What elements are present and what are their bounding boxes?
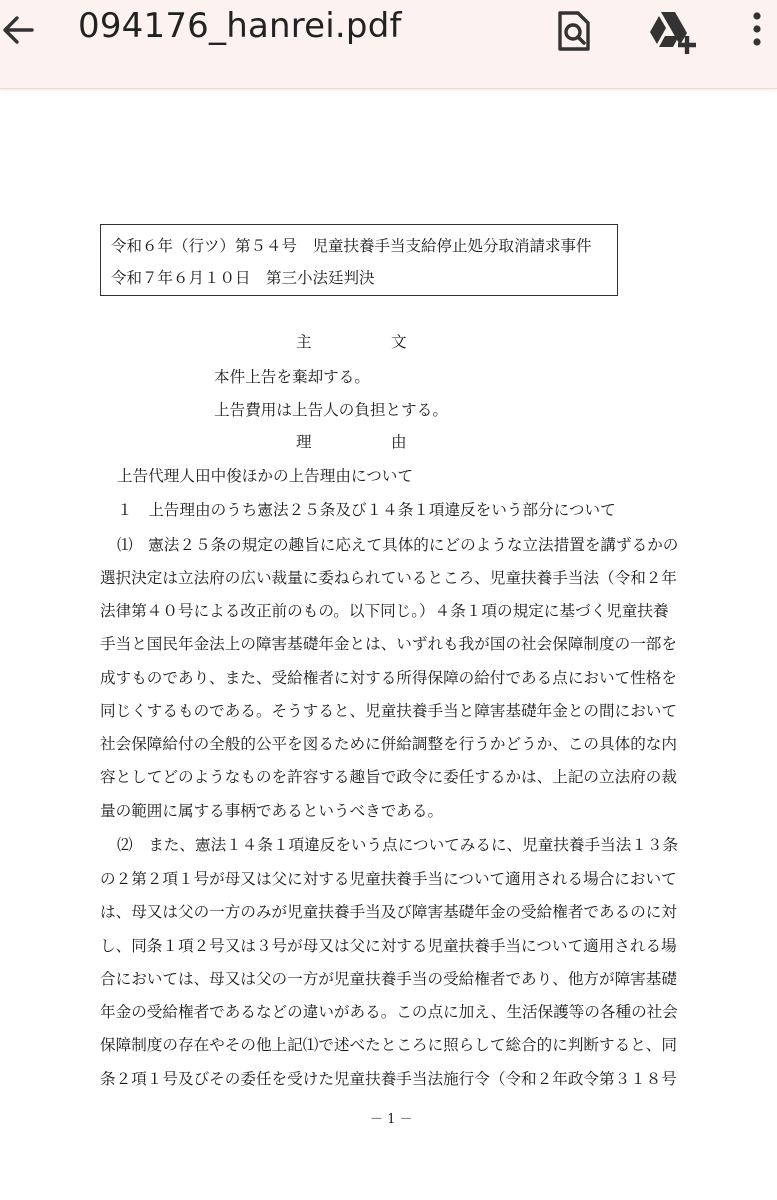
back-button[interactable]	[0, 10, 40, 50]
case-number-line: 令和６年（行ツ）第５４号 児童扶養手当支給停止処分取消請求事件	[111, 237, 592, 255]
heading-main-char-1: 主	[296, 333, 312, 351]
paragraph-line: 年金の受給権者であるなどの違いがある。この点に加え、生活保護等の各種の社会	[100, 1003, 678, 1021]
reason-intro: 上告代理人田中俊ほかの上告理由について	[117, 467, 413, 485]
paragraph-line: 条２項１号及びその委任を受けた児童扶養手当法施行令（令和２年政令第３１８号	[100, 1070, 677, 1088]
arrow-left-icon	[0, 10, 40, 50]
paragraph-line: し、同条１項２号又は３号が母又は父に対する児童扶養手当について適用される場	[100, 937, 677, 955]
paragraph-line: ⑵ また、憲法１４条１項違反をいう点についてみるに、児童扶養手当法１３条	[117, 836, 679, 854]
paragraph-line: 社会保障給付の全般的公平を図るために併給調整を行うかどうか、この具体的な内	[100, 735, 677, 753]
paragraph-line: 同じくするものである。そうすると、児童扶養手当と障害基礎年金との間において	[100, 702, 677, 720]
paragraph-line: は、母又は父の一方のみが児童扶養手当及び障害基礎年金の受給権者であるのに対	[100, 903, 677, 921]
paragraph-line: 合においては、母又は父の一方が児童扶養手当の受給権者であり、他方が障害基礎	[100, 970, 677, 988]
paragraph-line: の２第２項１号が母又は父に対する児童扶養手当について適用される場合において	[100, 870, 677, 888]
document-title: 094176_hanrei.pdf	[78, 6, 402, 46]
paragraph-line: 成すものであり、また、受給権者に対する所得保障の給付である点において性格を	[100, 669, 677, 687]
paragraph-line: ⑴ 憲法２５条の規定の趣旨に応えて具体的にどのような立法措置を講ずるかの	[117, 536, 679, 554]
case-header-box	[100, 224, 618, 296]
section-heading: １ 上告理由のうち憲法２５条及び１４条１項違反をいう部分について	[117, 501, 616, 519]
paragraph-line: 選択決定は立法府の広い裁量に委ねられているところ、児童扶養手当法（令和２年	[100, 569, 677, 587]
paragraph-line: 量の範囲に属する事柄であるというべきである。	[100, 802, 444, 820]
main-text-line: 上告費用は上告人の負担とする。	[214, 401, 448, 419]
heading-reason-char-2: 由	[391, 433, 407, 451]
paragraph-line: 手当と国民年金法上の障害基礎年金とは、いずれも我が国の社会保障制度の一部を	[100, 635, 677, 653]
paragraph-line: 法律第４０号による改正前のもの。以下同じ。）４条１項の規定に基づく児童扶養	[100, 602, 669, 620]
search-in-document-button[interactable]	[551, 8, 597, 54]
judgment-date-line: 令和７年６月１０日 第三小法廷判決	[111, 269, 375, 287]
paragraph-line: 保障制度の存在やその他上記⑴で述べたところに照らして総合的に判断すると、同	[100, 1036, 677, 1054]
main-text-line: 本件上告を棄却する。	[214, 368, 370, 386]
heading-main-char-2: 文	[391, 333, 407, 351]
drive-add-icon	[646, 8, 698, 54]
more-vertical-icon	[742, 8, 772, 54]
heading-reason-char-1: 理	[296, 433, 312, 451]
pdf-page	[0, 88, 777, 1200]
paragraph-line: 容としてどのようなものを許容する趣旨で政令に委任するかは、上記の立法府の裁	[100, 768, 677, 786]
document-search-icon	[551, 8, 597, 54]
save-to-drive-button[interactable]	[646, 8, 692, 54]
more-options-button[interactable]	[742, 8, 772, 54]
page-number: － 1 －	[370, 1112, 413, 1127]
app-toolbar	[0, 0, 777, 89]
